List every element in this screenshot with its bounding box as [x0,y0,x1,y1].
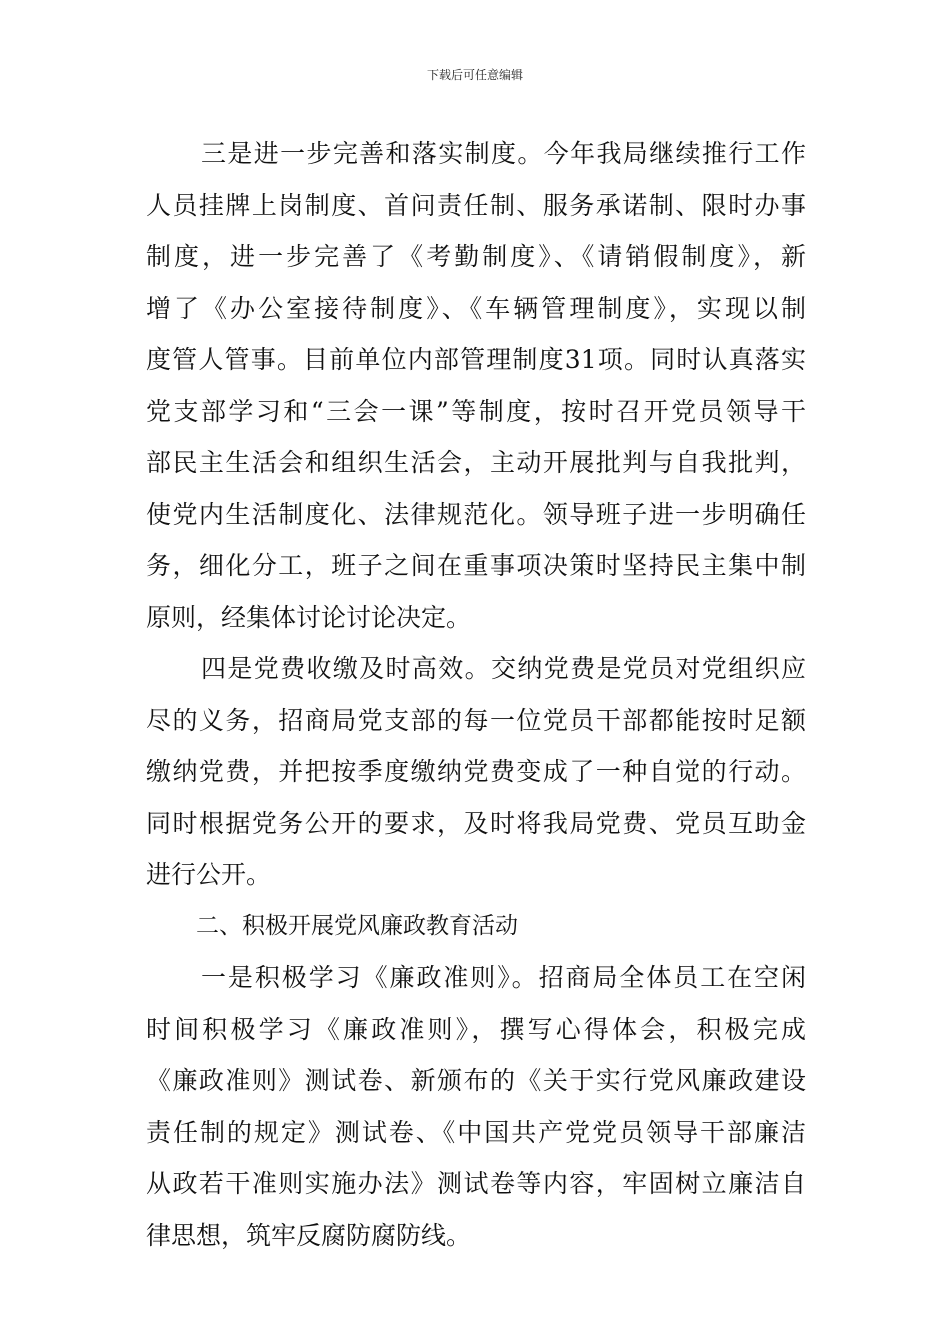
paragraph-line: 进行公开。 [146,860,272,889]
paragraph-line: 同时根据党务公开的要求，及时将我局党费、党员互助金 [146,808,806,838]
paragraph-system-improvement [146,128,806,643]
paragraph-line: 三是进一步完善和落实制度。今年我局继续推行工作 [201,139,806,168]
paragraph-party-dues [146,643,806,901]
header-note: 下载后可任意编辑 [426,68,523,82]
paragraph-line: 律思想，筑牢反腐防腐防线。 [146,1220,472,1250]
paragraph-line: 制度，进一步完善了《考勤制度》、《请销假制度》，新 [146,242,806,271]
paragraph-integrity-study [146,952,806,1261]
paragraph-line: 务，细化分工，班子之间在重事项决策时坚持民主集中制 [146,551,806,580]
paragraph-line: 党支部学习和“三会一课”等制度，按时召开党员领导干 [146,396,806,426]
paragraph-line: 度管人管事。目前单位内部管理制度31项。同时认真落实 [146,345,806,374]
paragraph-line: 《廉政准则》测试卷、新颁布的《关于实行党风廉政建设 [146,1066,806,1095]
paragraph-line: 原则，经集体讨论讨论决定。 [146,602,472,632]
section-heading: 二、积极开展党风廉政教育活动 [196,912,518,939]
paragraph-line: 使党内生活制度化、法律规范化。领导班子进一步明确任 [146,499,806,529]
paragraph-line: 从政若干准则实施办法》测试卷等内容，牢固树立廉洁自 [146,1169,806,1198]
paragraph-line: 缴纳党费，并把按季度缴纳党费变成了一种自觉的行动。 [146,757,806,786]
paragraph-line: 增了《办公室接待制度》、《车辆管理制度》，实现以制 [146,293,806,323]
paragraph-line: 时间积极学习《廉政准则》，撰写心得体会，积极完成 [146,1014,806,1044]
paragraph-line: 部民主生活会和组织生活会，主动开展批判与自我批判， [146,448,806,477]
paragraph-line: 一是积极学习《廉政准则》。招商局全体员工在空闲 [201,963,806,992]
document-body [146,128,806,1261]
paragraph-line: 人员挂牌上岗制度、首问责任制、服务承诺制、限时办事 [146,190,806,220]
paragraph-line: 四是党费收缴及时高效。交纳党费是党员对党组织应 [201,654,806,683]
paragraph-line: 责任制的规定》测试卷、《中国共产党党员领导干部廉洁 [146,1117,806,1147]
paragraph-line: 尽的义务，招商局党支部的每一位党员干部都能按时足额 [146,705,806,735]
